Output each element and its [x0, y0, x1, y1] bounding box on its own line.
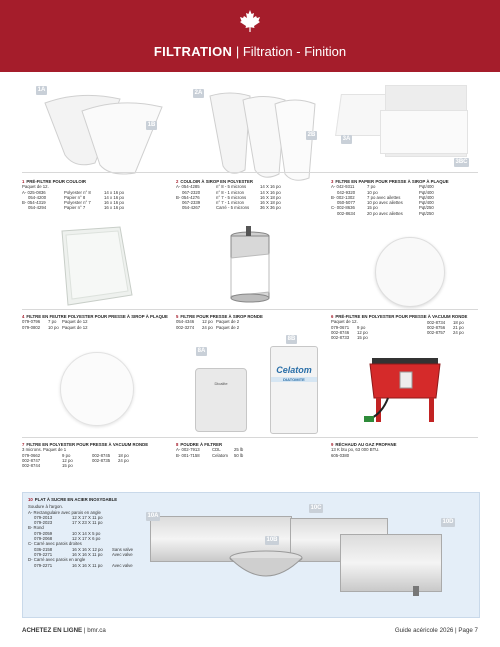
tag-3a: 3A — [342, 136, 351, 142]
section-3: 3 FILTRE EN PAPIER POUR PRESSE À SIROP À PLAQUE A- 042-9311 7 po Pqt/400 042-9320 10 po Pqt/400 B- 002-1302 7 po avec ailettes Pqt/400 050-5077 10 po avec ailettes Pqt/400 C- 002-8636 15 po Pqt/250 002-8634 20 po avec ailettes Pqt/250 — [331, 179, 449, 216]
round-press-picture — [226, 226, 274, 306]
tag-2b: 2B — [307, 132, 316, 138]
pan-round-picture — [228, 550, 304, 584]
page-title: FILTRATION | Filtration - Finition — [153, 44, 347, 59]
prefilter-cone-picture — [40, 85, 170, 175]
section-2: 2 COULOIR À SIROP EN POLYESTER A- 054-4285 n° 8 - 5 microns 14 X 16 po 067-2320 n° 8 - 1 micron 14 X 16 po B- 054-4276 n° 7 - 5 microns 16 X 18 po 067-2339 n° 7 - 1 micron 16 X 18 po 054-4267 Carré - 5 microns 36 X 36 po — [176, 179, 281, 211]
maple-leaf-icon — [240, 10, 260, 32]
felt-filter-picture — [58, 225, 136, 307]
divider — [22, 172, 478, 173]
divider — [22, 309, 478, 310]
tag-8a: 8A — [197, 348, 206, 354]
footer-page-number: Guide acéricole 2026 | Page 7 — [394, 627, 478, 634]
valve-icon — [413, 586, 419, 596]
tag-2a: 2A — [194, 90, 203, 96]
tag-10a: 10A — [147, 513, 159, 519]
tag-10d: 10D — [442, 519, 454, 525]
page-header — [0, 0, 500, 72]
tag-8b: 8B — [287, 336, 296, 342]
tag-3bc: 3BC — [455, 159, 468, 165]
tag-1b: 1B — [147, 122, 156, 128]
section-7: 7 FILTRE EN POLYESTER POUR PRESSE À VACUUM RONDE 3 microns. Paquet de 1 079-0662 9 po 002-8747 12 po 002-8744 15 po 002-8745 18 po 002-8735 24 po — [22, 442, 149, 469]
paper-finned-picture — [380, 110, 468, 154]
tag-1a: 1A — [37, 87, 46, 93]
pan-square-valve-picture — [340, 534, 442, 592]
section-5: 5 FILTRE POUR PRESSE À SIROP RONDE 054-4346 12 po Paquet de 2 002-3274 24 po Paquet de 2 — [176, 314, 263, 330]
divider — [22, 437, 478, 438]
section-9: 9 RÉCHAUD AU GAZ PROPANE 13 K btu po, 63 000 BTU. 605-0380 — [331, 442, 397, 458]
section-10: 10 PLAT À SUCRE EN ACIER INOXYDABLE Soudure à l'argon. A- Rectangulaire avec parois en angle 079-2013 12 X 17 X 11 po 079-2023 17 X 23 X 11 po B- Rond 079-2059 10 X 14 X 5 po 079-2068 12 X 17 X 6 po C- Carré avec parois droites 036-2158 16 X 16 X 12 po Sans valve 079-2271 16 X 16 X 11 po Avec valve D- Carré avec parois en angle 079-2271 16 X 16 X 11 po Avec valve — [28, 497, 134, 568]
section-8: 8 POUDRE À FILTRER A- 002-7913 CDL 25 lb B- 001-7158 Celatom 50 lb — [176, 442, 244, 458]
page-footer — [22, 625, 478, 637]
section-4: 4 FILTRE EN FEUTRE POLYESTER POUR PRESSE À SIROP À PLAQUE 079-0796 7 po Paquet de 12 079-0802 10 po Paquet de 12 — [22, 314, 168, 330]
cone-filter-picture — [205, 88, 320, 183]
round-pad-picture — [375, 237, 445, 307]
bag-dicalite: Dicalite — [195, 368, 247, 432]
tag-10c: 10C — [310, 505, 322, 511]
footer-website[interactable]: ACHETEZ EN LIGNE | bmr.ca — [22, 627, 106, 634]
tag-10b: 10B — [266, 537, 278, 543]
section-1: 1 PRÉ-FILTRE POUR COULOIR Paquet de 12. A- 025-0836 Polyester n° 8 14 x 16 po 054-4200 Papier n° 8 14 x 16 po B- 054-4319 Polyester n° 7 16 x 16 po 054-4294 Papier n° 7 16 x 16 po — [22, 179, 125, 211]
polyester-pad-picture — [60, 352, 134, 426]
section-6: 6 PRÉ-FILTRE EN POLYESTER POUR PRESSE À VACUUM RONDE Paquet de 12. 079-0671 9 po 002-8746 12 po 002-8733 15 po 002-8734 18 po 002-8756 21 po 002-8757 24 po — [331, 314, 468, 341]
bag-celatom: Celatom DIATOMITE — [270, 346, 318, 434]
propane-stove-picture — [362, 348, 448, 428]
